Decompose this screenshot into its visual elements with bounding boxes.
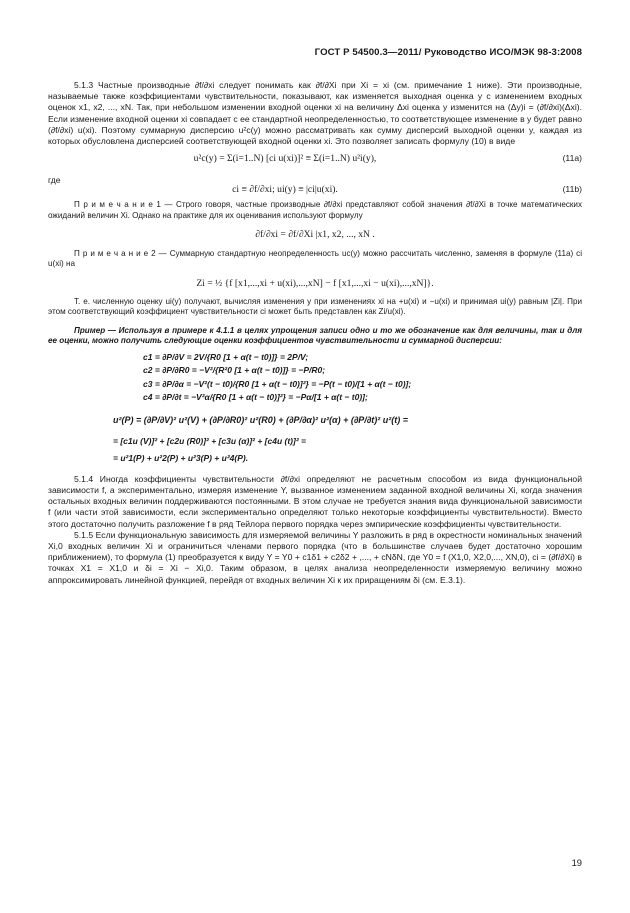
equation-11a-number: (11a) [562,153,582,164]
paragraph-5-1-3: 5.1.3 Частные производные ∂f/∂xi следует понимать как ∂f/∂Xi при Xi = xi (см. примечание 1 ниже). Эти производные, называемые также коэффициентами чувствительности, показывают, как изменяется выходная оценка y с изменением входных оценок x1, x2, ..., xN. Так, при небольшом изменении входной оценки xi на величину Δxi оценка y изменится на (Δy)i = (∂f/∂xi)(Δxi). Если изменение входной оценки xi совпадает с ее стандартной неопределенностью, то соответствующее изменение в y будет равно (∂f/∂xi) u(xi). Поэтому суммарную дисперсию u²c(y) можно рассматривать как сумму дисперсий выходной оценки y, каждая из которых обусловлена дисперсией соответствующей входной оценки xi. Это позволяет записать формулу (10) в виде [48,80,582,147]
page-number: 19 [571,857,582,868]
example-sum-2: = u²1(P) + u²2(P) + u²3(P) + u²4(P). [113,453,249,464]
note-2-tail: Т. е. численную оценку ui(y) получают, вычисляя изменения y при изменениях xi на +u(xi) и −u(xi) и принимая ui(y) равным |Zi|. При этом соответствующий коэффициент чувствительности ci может быть представлен как Zi/u(xi). [48,296,582,317]
note-2: П р и м е ч а н и е 2 — Суммарную стандартную неопределенность uc(y) можно рассчитать численно, заменяя в формуле (11a) ci u(xi) на [48,248,582,269]
example-sum-1: = [c1u (V)]² + [c2u (R0)]² + [c3u (α)]² + [c4u (t)]² = [113,435,306,446]
example-c2: c2 = ∂P/∂R0 = −V²/{R²0 [1 + α(t − t0)]} = −P/R0; [143,365,326,376]
paragraph-5-1-4: 5.1.4 Иногда коэффициенты чувствительности ∂f/∂xi определяют не расчетным способом из вида функциональной зависимости f, а экспериментально, измеряя изменение Y, вызванное изменением заданной входной величины Xi, когда значения остальных входных величин поддерживаются постоянными. В этом случае не требуется знания вида функциональной зависимости f (или части этой зависимости, если экспериментально определяют только некоторые коэффициенты чувствительности). Вместо этого достаточно получить разложение f в ряд Тейлора первого порядка через эмпирические коэффициенты чувствительности. [48,473,582,529]
paragraph-5-1-5: 5.1.5 Если функциональную зависимость для измеряемой величины Y разложить в ряд в окрестности номинальных значений Xi,0 входных величин Xi и ограничиться членами первого порядка (что в большинстве случаев будет достаточно хорошим приближением), то формула (1) преобразуется к виду Y = Y0 + c1δ1 + c2δ2 + ,..., + cNδN, где Y0 = f (X1,0, X2,0,..., XN,0), ci = (∂f/∂Xi) в точках X1 = X1,0 и δi = Xi − Xi,0. Таким образом, в целях анализа неопределенности измеряемую величину можно аппроксимировать линейной функцией, перейдя от входных величин Xi к их приращениям δi (см. Е.3.1). [48,529,582,585]
running-header: ГОСТ Р 54500.3—2011/ Руководство ИСО/МЭК 98-3:2008 [314,47,582,58]
example-c4: c4 = ∂P/∂t = −V²α/{R0 [1 + α(t − t0)]²} = −Pα/[1 + α(t − t0)]; [143,392,368,403]
note-1-formula: ∂f/∂xi = ∂f/∂Xi |x1, x2, ..., xN . [255,229,375,241]
equation-11a [48,147,582,175]
equation-11b-formula: ci ≡ ∂f/∂xi; ui(y) ≡ |ci|u(xi). [232,184,338,196]
note-1: П р и м е ч а н и е 1 — Строго говоря, частные производные ∂f/∂xi представляют собой значения ∂f/∂Xi в точке математических ожиданий величин Xi. Однако на практике для их оценивания используют формулу [48,200,582,220]
page-body [48,80,582,586]
example-variance: u²(P) = (∂P/∂V)² u²(V) + (∂P/∂R0)² u²(R0) + (∂P/∂α)² u²(α) + (∂P/∂t)² u²(t) = [113,414,408,425]
example-intro: Пример — Используя в примере к 4.1.1 в целях упрощения записи одно и то же обозначение как для величины, так и для ее оценки, можно получить следующие оценки коэффициентов чувствительности и суммарной дисперсии: [48,325,582,346]
example-c3: c3 = ∂P/∂α = −V²(t − t0)/{R0 [1 + α(t − t0)]²} = −P(t − t0)/[1 + α(t − t0)]; [143,378,412,389]
note-2-formula: Zi = ½ {f [x1,...,xi + u(xi),...,xN] − f [x1,...,xi − u(xi),...,xN]}. [196,277,434,289]
equation-11b [48,178,582,200]
where-label: где [48,175,61,186]
equation-11b-number: (11b) [562,184,582,195]
equation-11a-formula: u²c(y) = Σ(i=1..N) [ci u(xi)]² ≡ Σ(i=1..N) u²i(y), [193,153,377,165]
example-c1: c1 = ∂P/∂V = 2V/{R0 [1 + α(t − t0)]} = 2P/V; [143,351,309,362]
